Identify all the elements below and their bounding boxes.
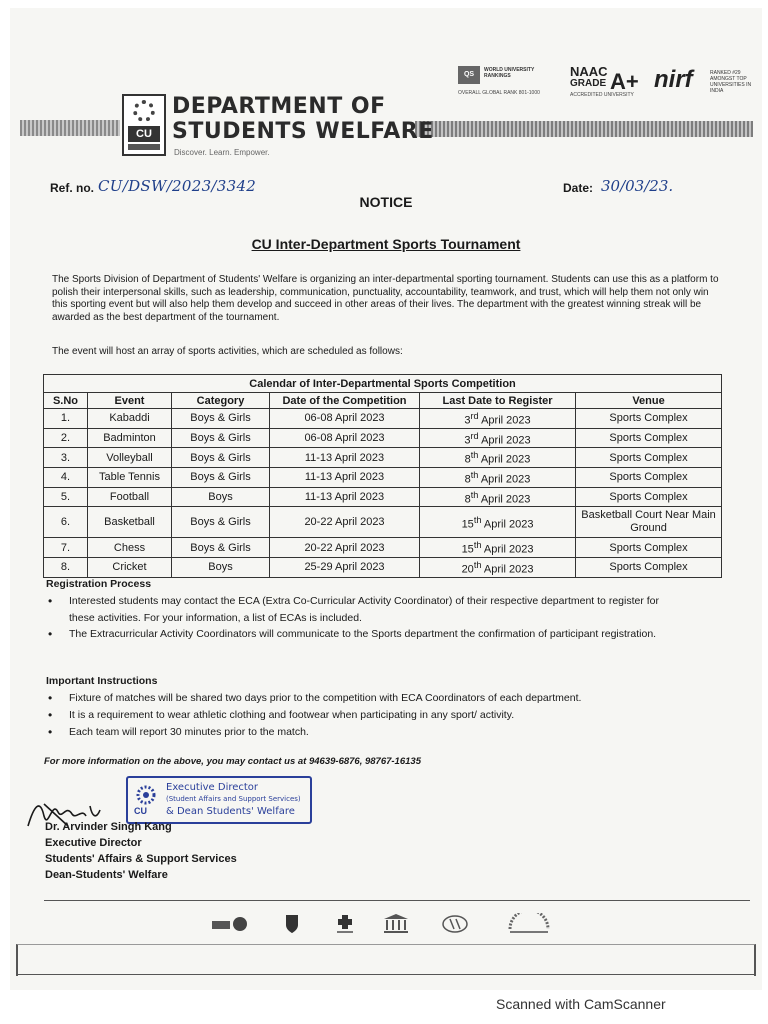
cell-last-date xyxy=(420,557,576,577)
date-value: 30/03/23. xyxy=(601,177,674,195)
list-item: • Each team will report 30 minutes prior to the match. xyxy=(46,724,676,741)
cell-event: Football xyxy=(88,487,172,507)
cell-event: Volleyball xyxy=(88,448,172,468)
wur-subtext: OVERALL GLOBAL RANK 801-1000 xyxy=(458,90,540,96)
cell-venue: Sports Complex xyxy=(576,409,722,429)
cell-last-date xyxy=(420,487,576,507)
official-stamp xyxy=(126,776,312,824)
reg-suffix: rd xyxy=(470,430,479,441)
signatory-title-2: Students' Affairs & Support Services xyxy=(45,853,237,865)
table-row xyxy=(44,538,722,558)
cell-sno: 2. xyxy=(44,428,88,448)
cell-sno: 7. xyxy=(44,538,88,558)
cell-category: Boys & Girls xyxy=(172,448,270,468)
cell-last-date xyxy=(420,409,576,429)
reg-rest: April 2023 xyxy=(478,493,531,506)
table-row xyxy=(44,467,722,487)
cell-last-date xyxy=(420,507,576,538)
cell-category: Boys & Girls xyxy=(172,409,270,429)
tagline: Discover. Learn. Empower. xyxy=(174,148,270,157)
table-row xyxy=(44,448,722,468)
reg-day: 20 xyxy=(461,563,474,576)
footer-frame xyxy=(16,944,756,976)
cell-date: 20-22 April 2023 xyxy=(270,507,420,538)
naac-subtext: ACCREDITED UNIVERSITY xyxy=(570,92,634,98)
header-bar-left xyxy=(20,120,120,136)
reg-day: 8 xyxy=(464,493,471,506)
nirf-rank-text: RANKED #29 AMONGST TOP UNIVERSITIES IN INDIA xyxy=(710,70,752,94)
naac-aplus: A+ xyxy=(610,69,639,94)
wur-text: WORLD UNIVERSITY RANKINGS xyxy=(484,67,535,79)
reg-day: 3 xyxy=(464,434,471,447)
department-title xyxy=(172,94,434,144)
list-item: • Interested students may contact the ECA (Extra Co-Curricular Activity Coordinator) of their respective department to register for these activities. For your information, a list of ECAs is included. xyxy=(46,593,676,626)
cell-venue: Basketball Court Near Main Ground xyxy=(576,507,722,538)
cell-event: Kabaddi xyxy=(88,409,172,429)
cell-date: 06-08 April 2023 xyxy=(270,409,420,429)
table-row xyxy=(44,507,722,538)
reg-suffix: th xyxy=(470,489,479,500)
sports-schedule-table xyxy=(43,374,722,578)
reg-suffix: th xyxy=(473,540,482,551)
reg-suffix: th xyxy=(473,559,482,570)
reg-rest: April 2023 xyxy=(481,518,534,531)
header-bar-right xyxy=(415,121,753,137)
reg-rest: April 2023 xyxy=(478,473,531,486)
cell-date: 11-13 April 2023 xyxy=(270,467,420,487)
red-cross-icon xyxy=(334,913,356,935)
dept-line-1: DEPARTMENT OF xyxy=(172,94,386,119)
reg-suffix: th xyxy=(470,469,479,480)
cell-venue: Sports Complex xyxy=(576,467,722,487)
reg-rest: April 2023 xyxy=(481,543,534,556)
subject-title: CU Inter-Department Sports Tournament xyxy=(251,236,521,252)
scanner-watermark: Scanned with CamScanner xyxy=(496,996,666,1012)
reg-day: 8 xyxy=(464,453,471,466)
qs-logo-icon: QS xyxy=(458,66,480,84)
cell-venue: Sports Complex xyxy=(576,538,722,558)
shield-emblem-icon xyxy=(284,913,300,935)
table-row xyxy=(44,557,722,577)
header-venue: Venue xyxy=(576,393,722,409)
cell-sno: 1. xyxy=(44,409,88,429)
stamp-gear-icon xyxy=(134,784,158,806)
cell-last-date xyxy=(420,428,576,448)
art-of-living-icon xyxy=(504,913,554,935)
cell-event: Table Tennis xyxy=(88,467,172,487)
list-item: • The Extracurricular Activity Coordinators will communicate to the Sports department the confirmation of participant registration. xyxy=(46,626,676,643)
header-event: Event xyxy=(88,393,172,409)
cell-venue: Sports Complex xyxy=(576,487,722,507)
table-header-row xyxy=(44,393,722,409)
gear-icon xyxy=(133,100,155,122)
registration-title: Registration Process xyxy=(46,578,152,590)
table-row xyxy=(44,409,722,429)
naac-badge xyxy=(570,64,639,94)
table-caption: Calendar of Inter-Departmental Sports Competition xyxy=(44,375,722,393)
notice-title: NOTICE xyxy=(359,194,413,210)
cell-category: Boys xyxy=(172,487,270,507)
date-label: Date: xyxy=(563,181,594,195)
reg-suffix: th xyxy=(470,450,479,461)
footer-divider xyxy=(44,900,750,901)
stamp-cu: CU xyxy=(134,806,147,816)
notice-page xyxy=(10,8,762,990)
cell-sno: 4. xyxy=(44,467,88,487)
cell-event: Badminton xyxy=(88,428,172,448)
header-date: Date of the Competition xyxy=(270,393,420,409)
logo-base xyxy=(128,144,160,150)
cell-last-date xyxy=(420,448,576,468)
list-item: • It is a requirement to wear athletic clothing and footwear when participating in any sport/ activity. xyxy=(46,707,676,724)
cell-category: Boys & Girls xyxy=(172,507,270,538)
stamp-line-3: & Dean Students' Welfare xyxy=(166,806,295,817)
cell-venue: Sports Complex xyxy=(576,448,722,468)
cell-venue: Sports Complex xyxy=(576,557,722,577)
reg-day: 3 xyxy=(464,414,471,427)
naac-title: NAAC xyxy=(570,64,608,79)
cell-date: 11-13 April 2023 xyxy=(270,448,420,468)
reg-suffix: rd xyxy=(470,411,479,421)
cell-sno: 3. xyxy=(44,448,88,468)
header-sno: S.No xyxy=(44,393,88,409)
header-last-date: Last Date to Register xyxy=(420,393,576,409)
signatory-name: Dr. Arvinder Singh Kang xyxy=(45,821,172,833)
reg-rest: April 2023 xyxy=(481,563,534,576)
nirf-logo: nirf xyxy=(654,66,693,93)
cell-date: 11-13 April 2023 xyxy=(270,487,420,507)
cell-last-date xyxy=(420,467,576,487)
rankings-block xyxy=(458,66,760,106)
schedule-intro: The event will host an array of sports activities, which are scheduled as follows: xyxy=(52,346,403,357)
reg-day: 8 xyxy=(464,473,471,486)
cell-date: 25-29 April 2023 xyxy=(270,557,420,577)
signatory-title-3: Dean-Students' Welfare xyxy=(45,869,168,881)
intro-paragraph: The Sports Division of Department of Students' Welfare is organizing an inter-departmental sporting tournament. Students can use this as a platform to polish their interpersonal skills, such as leadership, communication, punctuality, accountability, teamwork, and trust, which will help them not only win this sporting event but will also help them develop and succeed in other areas of their lives. The department with the greatest winning streak will be awarded as the best department of the tournament. xyxy=(52,274,719,323)
reg-rest: April 2023 xyxy=(478,434,531,447)
cell-category: Boys & Girls xyxy=(172,467,270,487)
reg-rest: April 2023 xyxy=(478,414,531,427)
cell-category: Boys & Girls xyxy=(172,428,270,448)
unesco-icon xyxy=(382,913,410,935)
cell-event: Basketball xyxy=(88,507,172,538)
table-row xyxy=(44,487,722,507)
cell-date: 06-08 April 2023 xyxy=(270,428,420,448)
reg-day: 15 xyxy=(461,543,474,556)
cell-date: 20-22 April 2023 xyxy=(270,538,420,558)
table-row xyxy=(44,428,722,448)
logo-text: CU xyxy=(128,126,160,142)
cell-sno: 6. xyxy=(44,507,88,538)
naac-grade: GRADE xyxy=(570,78,607,89)
cell-event: Cricket xyxy=(88,557,172,577)
cu-logo xyxy=(122,94,166,156)
footer-logos xyxy=(210,913,570,939)
ref-number: CU/DSW/2023/3342 xyxy=(98,177,257,195)
cell-last-date xyxy=(420,538,576,558)
ref-label: Ref. no. xyxy=(50,181,94,195)
cell-category: Boys xyxy=(172,557,270,577)
cell-sno: 5. xyxy=(44,487,88,507)
instructions-title: Important Instructions xyxy=(46,675,158,687)
club-emblem-icon xyxy=(440,913,470,935)
reg-suffix: th xyxy=(473,514,482,525)
signatory-title-1: Executive Director xyxy=(45,837,142,849)
footer-bottom-line xyxy=(16,974,756,975)
cell-sno: 8. xyxy=(44,557,88,577)
stamp-line-2: (Student Affairs and Support Services) xyxy=(166,795,301,803)
contact-info: For more information on the above, you may contact us at 94639-6876, 98767-16135 xyxy=(44,756,421,767)
reg-day: 15 xyxy=(461,518,474,531)
cell-category: Boys & Girls xyxy=(172,538,270,558)
dept-line-2: STUDENTS WELFARE xyxy=(172,119,434,144)
header-category: Category xyxy=(172,393,270,409)
dept-emblem-icon xyxy=(210,913,250,935)
reg-rest: April 2023 xyxy=(478,453,531,466)
cell-event: Chess xyxy=(88,538,172,558)
stamp-line-1: Executive Director xyxy=(166,782,259,793)
list-item: • Fixture of matches will be shared two days prior to the competition with ECA Coordinators of each department. xyxy=(46,690,676,707)
cell-venue: Sports Complex xyxy=(576,428,722,448)
